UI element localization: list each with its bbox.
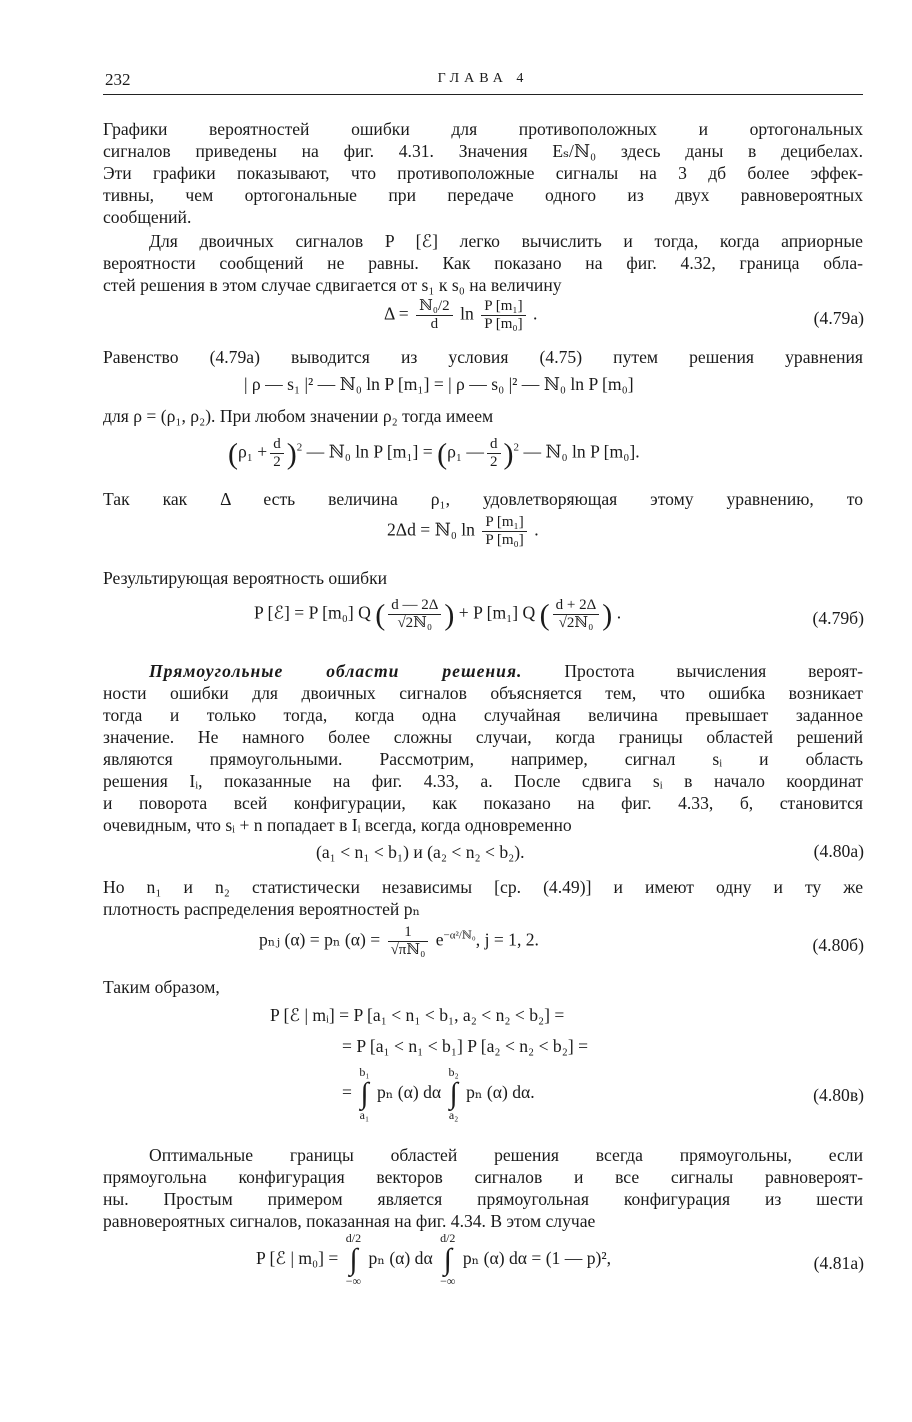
paragraph-6 <box>103 567 863 589</box>
denominator: d <box>430 316 439 332</box>
fraction <box>487 436 501 471</box>
equation-4-79b <box>254 597 621 632</box>
text-line: Результирующая вероятность ошибки <box>103 568 388 588</box>
fraction <box>416 298 453 333</box>
upper-limit: d/2 <box>440 1231 456 1245</box>
text-line: ны. Простым примером является прямоугольная конфигурация из шести <box>103 1189 863 1209</box>
text-line: Равенство (4.79а) выводится из условия (4.75) путем решения уравнения <box>103 347 863 367</box>
ln-symbol: ln <box>460 303 474 324</box>
fraction <box>388 924 429 959</box>
eq-tail: . <box>533 303 538 324</box>
eq-tail: . <box>534 519 539 540</box>
text-line: плотность распределения вероятностей pₙ <box>103 899 421 919</box>
equation-4-80a: (a₁ < n₁ < b₁) и (a₂ < n₂ < b₂). <box>316 842 525 862</box>
equation-4-80v-line1: P [ℰ | mᵢ] = P [a₁ < n₁ < b₁, a₂ < n₂ < b₂] = <box>270 1005 565 1025</box>
integral <box>440 1232 455 1288</box>
integral-sign: ∫ <box>449 1077 458 1110</box>
paragraph-2 <box>103 230 863 296</box>
superscript: 2 <box>513 441 520 454</box>
paragraph-3 <box>103 346 863 368</box>
text-line: решения Iᵢ, показанные на фиг. 4.33, а. После сдвига sᵢ в начало координат <box>103 771 863 791</box>
equation-number: (4.79б) <box>812 608 864 628</box>
eq-tail: , j = 1, 2. <box>475 929 539 950</box>
exponent: −α²/ℕ₀ <box>443 929 476 942</box>
fraction <box>481 298 525 333</box>
equation-4-80b <box>259 924 539 959</box>
paragraph-1 <box>103 118 863 228</box>
text-line: тивны, чем ортогональные при передаче одного из двух равновероятных <box>103 185 863 205</box>
text-line: для ρ = (ρ₁, ρ₂). При любом значении ρ₂ тогда имеем <box>103 406 494 426</box>
eq-lhs: pₙⱼ (α) = pₙ (α) = <box>259 929 381 950</box>
paragraph-7 <box>103 660 863 836</box>
numerator: d <box>270 436 284 454</box>
fraction <box>270 436 284 471</box>
text-line: Оптимальные границы областей решения всегда прямоугольны, если <box>149 1145 863 1165</box>
paragraph-4 <box>103 405 863 427</box>
eq-part: pₙ (α) dα = (1 — p)², <box>462 1248 612 1269</box>
upper-limit: d/2 <box>345 1231 362 1245</box>
equation-number: (4.80а) <box>813 841 864 861</box>
denominator: √πℕ₀ <box>390 942 426 958</box>
paren-close: ) <box>503 437 514 471</box>
section-heading: Прямоугольные области решения. <box>149 661 523 681</box>
equation-4-80v-line2: = P [a₁ < n₁ < b₁] P [a₂ < n₂ < b₂] = <box>342 1036 589 1056</box>
numerator: d <box>487 436 501 454</box>
denominator: 2 <box>490 454 498 470</box>
text-line: значение. Не намного более сложны случаи, когда границы областей решений <box>103 727 863 747</box>
numerator: P [m₁] <box>481 298 525 316</box>
exp-base: e <box>435 929 444 950</box>
eq-part: pₙ (α) dα. <box>466 1082 535 1103</box>
numerator: d + 2Δ <box>553 597 600 615</box>
integral-sign: ∫ <box>443 1243 452 1276</box>
integral-sign: ∫ <box>349 1243 358 1276</box>
eq-part: — ℕ₀ ln P [m₁] = <box>306 441 433 462</box>
integral <box>346 1232 361 1288</box>
eq-part: pₙ (α) dα <box>368 1248 433 1269</box>
eq-lhs: P [ℰ | m₀] = <box>256 1248 339 1269</box>
numerator: P [m₁] <box>482 514 526 532</box>
text-fragment: Простота вычисления вероят- <box>564 661 864 681</box>
page-number: 232 <box>105 70 131 89</box>
text-line: стей решения в этом случае сдвигается от s₁ к s₀ на величину <box>103 275 562 295</box>
text-line: тогда и только тогда, когда одна случайная величина превышает заданное <box>103 705 863 725</box>
numerator: 1 <box>388 924 429 942</box>
eq-part: — ℕ₀ ln P [m₀]. <box>523 441 640 462</box>
text-line: Для двоичных сигналов P [ℰ] легко вычислить и тогда, когда априорные <box>149 231 863 251</box>
lower-limit: a₂ <box>448 1108 459 1122</box>
integral-sign: ∫ <box>360 1077 369 1110</box>
text-line: Эти графики показывают, что противоположные сигналы на 3 дб более эффек- <box>103 163 863 183</box>
paren-open: ( <box>437 437 448 471</box>
text-line: сообщений. <box>103 207 192 227</box>
text-line: равновероятных сигналов, показанная на фиг. 4.34. В этом случае <box>103 1211 596 1231</box>
denominator: √2ℕ₀ <box>397 615 433 631</box>
page-header <box>103 68 863 95</box>
eq-part: = <box>342 1082 352 1103</box>
text-line: вероятности сообщений не равны. Как показано на фиг. 4.32, граница обла- <box>103 253 863 273</box>
eq-part: ρ₁ — <box>447 441 485 462</box>
upper-limit: b₁ <box>359 1065 370 1079</box>
upper-limit: b₂ <box>448 1065 459 1079</box>
text-line: Но n₁ и n₂ статистически независимы [ср. (4.49)] и имеют одну и ту же <box>103 877 863 897</box>
equation-number: (4.79а) <box>813 308 864 328</box>
paragraph-5 <box>103 488 863 510</box>
chapter-title: ГЛАВА 4 <box>437 71 529 86</box>
numerator: d — 2Δ <box>388 597 441 615</box>
text-line: Таким образом, <box>103 977 220 997</box>
paragraph-9 <box>103 976 863 998</box>
equation-number: (4.80б) <box>812 935 864 955</box>
equation-4-81a <box>256 1232 611 1288</box>
equation-4-79a <box>384 298 537 333</box>
text-line: очевидным, что sᵢ + n попадает в Iᵢ всегда, когда одновременно <box>103 815 572 835</box>
text-line: и поворота всей конфигурации, как показано на фиг. 4.33, б, становится <box>103 793 863 813</box>
denominator: 2 <box>273 454 281 470</box>
denominator: P [m₀] <box>485 532 524 548</box>
equation-unnumbered-3 <box>387 514 539 549</box>
lower-limit: −∞ <box>345 1274 362 1288</box>
eq-lhs: 2Δd = ℕ₀ ln <box>387 519 475 540</box>
equation-unnumbered-1: | ρ — s₁ |² — ℕ₀ ln P [m₁] = | ρ — s₀ |² — ℕ₀ ln P [m₀] <box>244 374 634 394</box>
text-line <box>103 660 863 682</box>
text-line: Графики вероятностей ошибки для противоположных и ортогональных <box>103 119 863 139</box>
paren-open: ( <box>539 598 550 632</box>
fraction <box>482 514 526 549</box>
paren-open: ( <box>228 437 238 471</box>
eq-lhs: P [ℰ] = P [m₀] Q <box>254 602 371 623</box>
paren-open: ( <box>375 598 386 632</box>
paragraph-8 <box>103 876 863 920</box>
equation-unnumbered-2 <box>228 436 640 471</box>
integral <box>449 1066 459 1122</box>
paren-close: ) <box>444 598 455 632</box>
superscript: 2 <box>296 441 303 454</box>
denominator: √2ℕ₀ <box>558 615 594 631</box>
paren-close: ) <box>602 598 613 632</box>
text-line: являются прямоугольными. Рассмотрим, например, сигнал sᵢ и область <box>103 749 863 769</box>
text-line: прямоугольна конфигурация векторов сигналов и все сигналы равновероят- <box>103 1167 863 1187</box>
numerator: ℕ₀/2 <box>416 298 453 316</box>
integral <box>359 1066 369 1122</box>
equation-4-80v-line3 <box>342 1066 535 1122</box>
paragraph-10 <box>103 1144 863 1232</box>
fraction <box>388 597 441 632</box>
fraction <box>553 597 600 632</box>
eq-part: pₙ (α) dα <box>376 1082 442 1103</box>
denominator: P [m₀] <box>484 316 523 332</box>
eq-mid: + P [m₁] Q <box>458 602 536 623</box>
eq-part: ρ₁ + <box>238 441 268 462</box>
text-line: ности ошибки для двоичных сигналов объясняется тем, что ошибка возникает <box>103 683 863 703</box>
equation-number: (4.81а) <box>813 1253 864 1273</box>
lower-limit: −∞ <box>440 1274 456 1288</box>
paren-close: ) <box>286 437 297 471</box>
text-line: Так как Δ есть величина ρ₁, удовлетворяющая этому уравнению, то <box>103 489 863 509</box>
equation-number: (4.80в) <box>813 1085 864 1105</box>
text-line: сигналов приведены на фиг. 4.31. Значения Eₛ/ℕ₀ здесь даны в децибелах. <box>103 141 863 161</box>
eq-lhs: Δ = <box>384 303 409 324</box>
lower-limit: a₁ <box>359 1108 370 1122</box>
eq-tail: . <box>616 602 622 623</box>
